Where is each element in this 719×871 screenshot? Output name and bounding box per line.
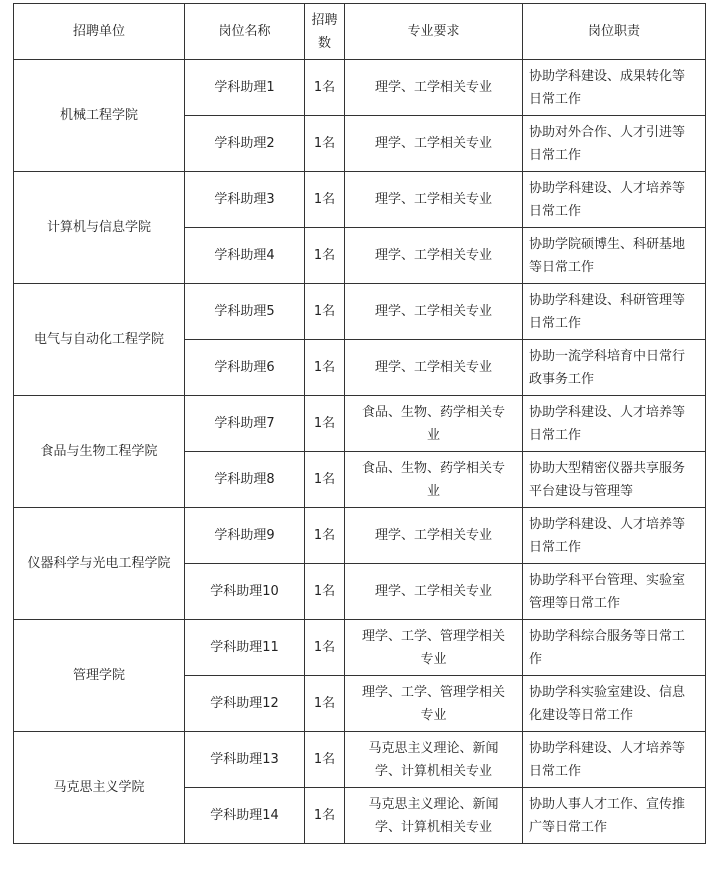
major-cell (345, 172, 523, 228)
major-cell (345, 284, 523, 340)
duty-line1: 协助学院硕博生、科研基地 (529, 236, 686, 252)
duty-cell (523, 620, 706, 676)
major-cell (345, 620, 523, 676)
duty-cell (523, 452, 706, 508)
duty-cell (523, 396, 706, 452)
position-cell: 学科助理10 (185, 564, 305, 620)
unit-cell: 仪器科学与光电工程学院 (14, 508, 185, 620)
header-unit: 招聘单位 (14, 4, 185, 60)
header-duty: 岗位职责 (523, 4, 706, 60)
count-cell: 1名 (305, 172, 345, 228)
duty-cell (523, 116, 706, 172)
duty-line1: 协助学科实验室建设、信息 (529, 684, 686, 700)
duty-line2: 等日常工作 (529, 259, 595, 275)
duty-line2: 广等日常工作 (529, 819, 608, 835)
table-row (14, 620, 706, 676)
unit-cell: 食品与生物工程学院 (14, 396, 185, 508)
major-line2: 业 (426, 483, 440, 499)
position-cell: 学科助理8 (185, 452, 305, 508)
duty-line2: 日常工作 (529, 91, 582, 107)
duty-line1: 协助学科建设、人才培养等 (529, 404, 686, 420)
duty-line1: 协助学科建设、人才培养等 (529, 740, 686, 756)
duty-line1: 协助对外合作、人才引进等 (529, 124, 686, 140)
position-cell: 学科助理11 (185, 620, 305, 676)
position-cell: 学科助理2 (185, 116, 305, 172)
major-line1: 理学、工学相关专业 (374, 80, 492, 95)
major-cell (345, 228, 523, 284)
duty-line1: 协助一流学科培育中日常行 (529, 348, 686, 364)
major-line2: 专业 (420, 707, 447, 723)
major-cell (345, 564, 523, 620)
header-count-line1: 招聘 (311, 12, 338, 28)
position-cell: 学科助理9 (185, 508, 305, 564)
major-cell (345, 116, 523, 172)
count-cell: 1名 (305, 284, 345, 340)
position-cell: 学科助理6 (185, 340, 305, 396)
count-cell: 1名 (305, 732, 345, 788)
count-cell: 1名 (305, 564, 345, 620)
unit-cell: 计算机与信息学院 (14, 172, 185, 284)
major-cell (345, 340, 523, 396)
duty-line2: 日常工作 (529, 203, 582, 219)
table-row (14, 284, 706, 340)
major-line1: 理学、工学相关专业 (374, 584, 492, 599)
duty-line2: 日常工作 (529, 147, 582, 163)
position-cell: 学科助理5 (185, 284, 305, 340)
duty-line2: 日常工作 (529, 315, 582, 331)
header-count-line2: 数 (317, 35, 331, 51)
duty-line2: 日常工作 (529, 763, 582, 779)
position-cell: 学科助理14 (185, 788, 305, 844)
position-cell: 学科助理12 (185, 676, 305, 732)
header-count (305, 4, 345, 60)
count-cell: 1名 (305, 452, 345, 508)
duty-cell (523, 788, 706, 844)
table-row (14, 60, 706, 116)
duty-line2: 政事务工作 (529, 371, 595, 387)
duty-cell (523, 340, 706, 396)
table-header-row (14, 4, 706, 60)
duty-cell (523, 676, 706, 732)
duty-line1: 协助学科建设、成果转化等 (529, 68, 686, 84)
unit-cell: 电气与自动化工程学院 (14, 284, 185, 396)
unit-cell: 马克思主义学院 (14, 732, 185, 844)
header-position: 岗位名称 (185, 4, 305, 60)
duty-line1: 协助学科建设、科研管理等 (529, 292, 686, 308)
major-line1: 马克思主义理论、新闻 (368, 740, 499, 756)
count-cell: 1名 (305, 620, 345, 676)
count-cell: 1名 (305, 396, 345, 452)
duty-line2: 管理等日常工作 (529, 595, 621, 611)
major-line1: 食品、生物、药学相关专 (361, 460, 505, 476)
duty-cell (523, 284, 706, 340)
major-cell (345, 676, 523, 732)
major-cell (345, 508, 523, 564)
header-major: 专业要求 (345, 4, 523, 60)
major-line1: 理学、工学相关专业 (374, 248, 492, 263)
count-cell: 1名 (305, 340, 345, 396)
table-row (14, 732, 706, 788)
recruitment-table (13, 3, 706, 844)
major-cell (345, 732, 523, 788)
unit-cell: 管理学院 (14, 620, 185, 732)
count-cell: 1名 (305, 508, 345, 564)
major-cell (345, 788, 523, 844)
duty-line1: 协助学科建设、人才培养等 (529, 516, 686, 532)
duty-cell (523, 732, 706, 788)
major-line1: 理学、工学相关专业 (374, 304, 492, 319)
position-cell: 学科助理3 (185, 172, 305, 228)
major-line1: 食品、生物、药学相关专 (361, 404, 505, 420)
count-cell: 1名 (305, 60, 345, 116)
position-cell: 学科助理13 (185, 732, 305, 788)
duty-line2: 日常工作 (529, 427, 582, 443)
duty-line2: 作 (529, 651, 543, 667)
duty-line1: 协助学科平台管理、实验室 (529, 572, 686, 588)
position-cell: 学科助理1 (185, 60, 305, 116)
major-line1: 马克思主义理论、新闻 (368, 796, 499, 812)
table-row (14, 172, 706, 228)
duty-cell (523, 60, 706, 116)
major-cell (345, 396, 523, 452)
major-line2: 学、计算机相关专业 (374, 819, 492, 835)
duty-line1: 协助学科综合服务等日常工 (529, 628, 686, 644)
count-cell: 1名 (305, 788, 345, 844)
position-cell: 学科助理4 (185, 228, 305, 284)
major-line1: 理学、工学、管理学相关 (361, 628, 505, 644)
duty-cell (523, 508, 706, 564)
duty-cell (523, 228, 706, 284)
major-line2: 专业 (420, 651, 447, 667)
major-line1: 理学、工学相关专业 (374, 136, 492, 151)
count-cell: 1名 (305, 116, 345, 172)
major-line2: 学、计算机相关专业 (374, 763, 492, 779)
duty-line2: 平台建设与管理等 (529, 483, 634, 499)
major-line1: 理学、工学、管理学相关 (361, 684, 505, 700)
major-cell (345, 452, 523, 508)
duty-cell (523, 172, 706, 228)
major-line1: 理学、工学相关专业 (374, 192, 492, 207)
duty-line1: 协助学科建设、人才培养等 (529, 180, 686, 196)
major-line2: 业 (426, 427, 440, 443)
table-body (14, 4, 706, 844)
count-cell: 1名 (305, 228, 345, 284)
major-line1: 理学、工学相关专业 (374, 360, 492, 375)
unit-cell: 机械工程学院 (14, 60, 185, 172)
duty-line1: 协助大型精密仪器共享服务 (529, 460, 686, 476)
duty-line1: 协助人事人才工作、宣传推 (529, 796, 686, 812)
major-cell (345, 60, 523, 116)
duty-cell (523, 564, 706, 620)
table-row (14, 508, 706, 564)
count-cell: 1名 (305, 676, 345, 732)
position-cell: 学科助理7 (185, 396, 305, 452)
duty-line2: 化建设等日常工作 (529, 707, 634, 723)
table-row (14, 396, 706, 452)
major-line1: 理学、工学相关专业 (374, 528, 492, 543)
duty-line2: 日常工作 (529, 539, 582, 555)
